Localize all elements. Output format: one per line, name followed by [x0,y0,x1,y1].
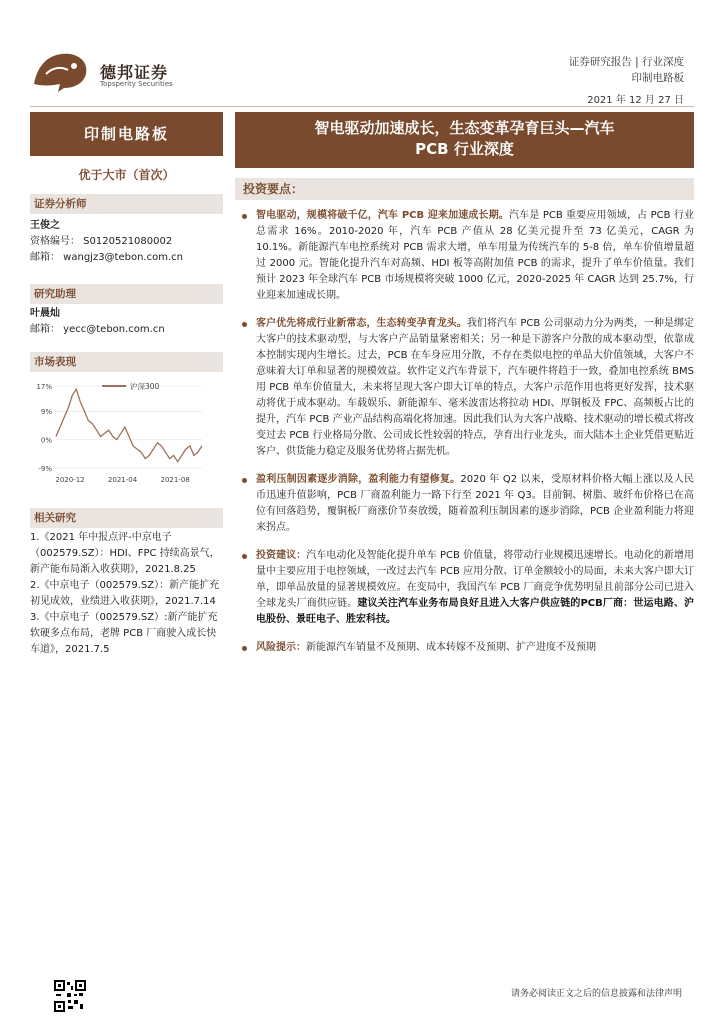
assistant-email[interactable]: 邮箱： yecc@tebon.com.cn [30,324,165,335]
report-date: 2021 年 12 月 27 日 [587,95,684,106]
leopard-logo-icon [30,48,92,94]
investment-heading: 投资要点： [235,178,694,200]
point-lead: 智电驱动，规模将破千亿，汽车 PCB 迎来加速成长期。 [256,210,510,221]
assistant-name: 叶晨灿 [30,308,60,319]
y-tick-label: 17% [36,383,52,391]
report-title-line2: PCB 行业深度 [415,140,514,158]
assistant-info [30,306,223,338]
point-text: 新能源汽车销量不及预期、成本转嫁不及预期、扩产进度不及预期 [306,642,596,653]
point-text: 2020 年 Q2 以来，受原材料价格大幅上涨以及人民币迅速升值影响，PCB 厂商盈利能力一路下行至 2021 年 Q3。目前铜、树脂、玻纤布价格已在高位有回落趋势，覆铜板厂商涨价节奏放缓，随着盈利压制因素的逐步消除，PCB 企业盈利能力将迎来拐点。 [256,474,694,533]
logo-name-cn: 德邦证券 [100,63,169,82]
investment-point [240,640,694,656]
bullet-icon [242,478,247,483]
related-item[interactable]: 2.《中京电子（002579.SZ）：新产能扩充初见成效，业绩进入收获期》，2021.7.14 [30,580,220,607]
analyst-cert: 资格编号： S0120521080002 [30,236,173,247]
point-lead: 盈利压制因素逐步消除，盈利能力有望修复。 [256,474,461,485]
y-tick-label: 0% [40,436,52,445]
market-heading: 市场表现 [30,352,223,372]
header-divider [30,106,694,107]
bullet-icon [242,646,247,651]
industry-label: 印制电路板 [631,72,684,84]
point-lead: 投资建议： [256,550,307,561]
bullet-icon [242,554,247,559]
point-lead: 客户优先将成行业新常态，生态转变孕育龙头。 [256,318,467,329]
bullet-icon [242,214,247,219]
report-type: 证券研究报告 | 行业深度 [568,56,684,68]
related-item[interactable]: 1.《2021 年中报点评-中京电子（002579.SZ）：HDI、FPC 持续高景气，新产能布局渐入收获期》，2021.8.25 [30,532,220,575]
x-tick-label: 2021-04 [107,476,138,484]
point-lead: 风险提示： [256,642,306,653]
investment-point [240,472,694,536]
analyst-heading: 证券分析师 [30,194,223,214]
report-title-line1: 智电驱动加速成长，生态变革孕育巨头—汽车 [314,119,615,137]
related-heading: 相关研究 [30,508,223,528]
report-title [235,112,694,168]
analyst-info [30,218,223,266]
related-research-list [30,530,223,658]
y-tick-label: -9% [38,465,52,473]
investment-point [240,316,694,460]
qr-code-icon [54,980,86,1012]
industry-title: 印制电路板 [30,112,223,156]
assistant-heading: 研究助理 [30,284,223,304]
market-performance-chart [30,376,223,486]
investment-points [240,208,694,668]
point-recommendation: 建议关注汽车业务布局良好且进入大客户供应链的PCB厂商：世运电路、沪电股份、景旺电子、胜宏科技。 [256,598,695,625]
bullet-icon [242,322,247,327]
series-line-hs300 [56,389,202,462]
investment-point [240,208,694,304]
x-tick-label: 2020-12 [55,476,85,484]
point-text: 我们将汽车 PCB 公司驱动力分为两类，一种是绑定大客户的技术驱动型，与大客户产品销量紧密相关；另一种是下游客户分散的成本驱动型，依靠成本控制实现内生增长。过去，PCB 在车身应用分散，不存在类似电控的单品大价值领域，大客户不意味着大订单和显著的规模效益。软件定义汽车背景下，汽车硬件将趋于一致，叠加电控系统 BMS 用 PCB 单车价值量大，未来将呈现大客户即大订单的特点，大客户示范作用也将更好发挥，技术驱动将优于成本驱动。车载娱乐、新能源车、毫米波雷达将拉动 HDI、厚铜板及 FPC、高频板占比的提升，汽车 PCB 产业产品结构高端化将加速。因此我们认为大客户战略、技术驱动的增长模式将改变过去 PCB 行业格局分散、公司成长性较弱的特点，孕育出行业龙头，而大陆本土企业凭借更贴近客户、供货能力稳定及服务优势将占据先机。 [256,318,695,457]
investment-point [240,548,694,628]
x-tick-label: 2021-08 [160,476,190,484]
footer-disclaimer: 请务必阅读正文之后的信息披露和法律声明 [510,989,682,999]
legend-label: 沪深300 [130,382,160,391]
point-text: 汽车电动化及智能化提升单车 PCB 价值量，将带动行业规模迅速增长。电动化的新增用量中主要应用于电控领域，一改过去汽车 PCB 应用分散、订单金额较小的局面，未来大客户即大订单，即单品放量的显著规模效应。在变局中，我国汽车 PCB 厂商竞争优势明显且前部分公司已进入全球龙头厂商供应链。 [256,550,695,609]
analyst-email[interactable]: 邮箱： wangjz3@tebon.com.cn [30,252,183,263]
rating: 优于大市（首次） [78,168,175,182]
analyst-name: 王俊之 [30,220,60,231]
related-item[interactable]: 3.《中京电子（002579.SZ）:新产能扩充软硬多点布局，老牌 PCB 厂商驶入成长快车道》，2021.7.5 [30,612,218,655]
logo-name-en: Topsperity Securities [100,80,173,88]
y-tick-label: 9% [40,408,52,417]
point-text: 汽车是 PCB 重要应用领域，占 PCB 行业总需求 16%。2010-2020 年，汽车 PCB 产值从 28 亿美元提升至 73 亿美元，CAGR 为 10.1%。新能源汽车电控系统对 PCB 需求大增，单车用量为传统汽车的 5-8 倍，单车价值增量超过 2000 元。智能化提升汽车对高频、HDI 板等高附加值 PCB 的需求，提升了单车价值量。我们预计 2023 年全球汽车 PCB 市场规模将突破 1000 亿元，2020-2025 年 CAGR 达到 25.7%，行业迎来加速成长期。 [256,210,694,301]
